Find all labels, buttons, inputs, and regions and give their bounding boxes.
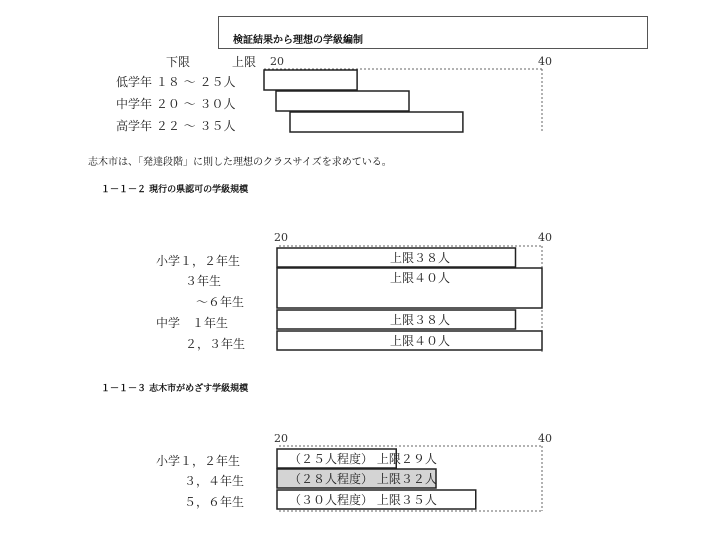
axis-tick-label: 40 — [538, 231, 552, 244]
row-label: ～６年生 — [196, 295, 245, 309]
row-label: ３年生 — [185, 274, 222, 288]
axis-tick-label: 20 — [274, 432, 288, 445]
bar-label: （２５人程度） 上限２９人 — [289, 452, 437, 466]
row-label: 中学 １年生 — [156, 316, 229, 330]
row-label: ５，６年生 — [184, 495, 245, 509]
column-header-upper: 上限 — [232, 55, 257, 69]
bar-label: 上限４０人 — [389, 334, 451, 348]
row-label: ２，３年生 — [185, 337, 246, 351]
row-label: 小学１，２年生 — [156, 254, 241, 268]
range-bar — [290, 112, 463, 132]
bar-label: （２８人程度） 上限３２人 — [289, 472, 437, 486]
section-heading: １－１－３ 志木市がめざす学級規模 — [101, 384, 249, 394]
axis-tick-label: 40 — [538, 55, 552, 68]
range-bar — [264, 70, 357, 90]
row-label: 小学１，２年生 — [156, 454, 241, 468]
column-header-lower: 下限 — [166, 55, 191, 69]
slide-title: 検証結果から理想の学級編制 — [233, 35, 363, 46]
bar-label: （３０人程度） 上限３５人 — [289, 493, 437, 507]
axis-tick-label: 20 — [270, 55, 284, 68]
bar-label: 上限３８人 — [389, 313, 451, 327]
section-heading: １－１－２ 現行の県認可の学級規模 — [101, 185, 249, 195]
bar-label: 上限３８人 — [389, 251, 451, 265]
row-label: ３，４年生 — [184, 474, 245, 488]
axis-tick-label: 20 — [274, 231, 288, 244]
row-label: 高学年 ２２ ～ ３５人 — [116, 119, 236, 133]
note-text: 志木市は、「発達段階」に則した理想のクラスサイズを求めている。 — [88, 157, 392, 168]
range-bar — [276, 91, 409, 111]
bar-label: 上限４０人 — [389, 271, 451, 285]
axis-tick-label: 40 — [538, 432, 552, 445]
row-label: 中学年 ２０ ～ ３０人 — [116, 97, 236, 111]
row-label: 低学年 １８ ～ ２５人 — [116, 75, 236, 89]
